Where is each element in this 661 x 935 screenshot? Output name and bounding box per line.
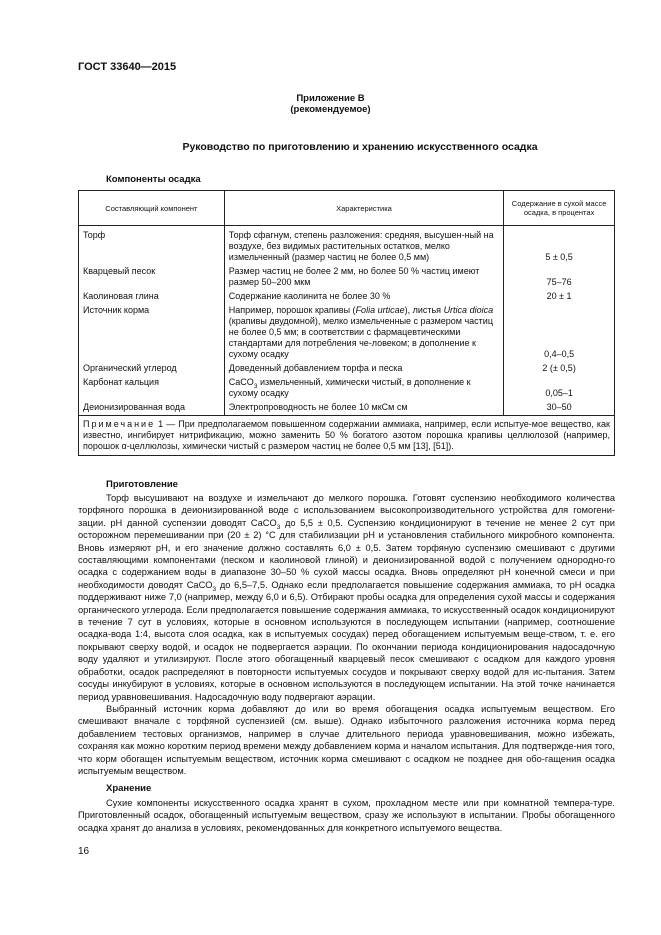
desc-part: ), листья — [404, 305, 444, 315]
text-run: до 5,5 ± 0,5. Суспензию кондиционируют в течение не менее 2 сут при осторожном перемешивании при (20 ± 2) °С для стабилизации pH и установления стабильного микробного компонента. Вновь измеряют pH, и его значение должно составлять 6,0 ± 0,5. Затем торфяную суспензию смешивают с другими составляющими компонентами (песком и каолиновой глиной) и деионизированной водой с получением однородно-го осадка с содержанием воды в диапазоне 30–50 % сухой массы осадка. Вновь определяют pH конечной смеси и при необходимости доводят CaCO — [78, 517, 615, 590]
subscript: 3 — [212, 585, 217, 593]
storage-heading: Хранение — [106, 783, 152, 794]
table-row — [79, 304, 615, 362]
desc-part: CaCO — [228, 377, 254, 387]
table-note — [79, 416, 615, 456]
paragraph: Сухие компоненты искусственного осадка хранят в сухом, прохладном месте или при комнатной темпера-туре. Приготовленный осадок, обогащенный испытуемым веществом, сразу же используют в испытании. Пробы обогащенного осадка хранят до анализа в условиях, рекомендованных для конкретного испытуемого вещества. — [78, 798, 615, 833]
component-value: 5 ± 0,5 — [504, 226, 615, 266]
subscript: 3 — [253, 382, 258, 390]
table-row — [79, 376, 615, 401]
table-row — [79, 362, 615, 376]
component-desc: Содержание каолинита не более 30 % — [224, 290, 503, 304]
column-header: Составляющий компонент — [79, 191, 225, 226]
component-name: Деионизированная вода — [79, 401, 225, 416]
component-value: 75–76 — [504, 265, 615, 290]
component-desc: Доведенный добавлением торфа и песка — [224, 362, 503, 376]
desc-part: (крапивы двудомной), мелко измельченные с размером частиц не более 0,5 мм; в соответствии с фармацевтическими стандартами для потребления че-ловеком; в дополнение к сухому осадку — [228, 316, 493, 359]
components-heading: Компоненты осадка — [106, 174, 201, 185]
subscript: 3 — [276, 523, 281, 531]
main-title: Руководство по приготовлению и хранению искусственного осадка — [182, 141, 538, 153]
components-table — [78, 190, 615, 456]
component-value: 30–50 — [504, 401, 615, 416]
storage-text — [78, 797, 615, 834]
page-number: 16 — [78, 846, 90, 857]
table-row — [79, 401, 615, 416]
component-name: Источник корма — [79, 304, 225, 362]
component-name: Каолиновая глина — [79, 290, 225, 304]
desc-part: Например, порошок крапивы ( — [228, 305, 356, 315]
preparation-text — [78, 492, 615, 777]
paragraph — [78, 492, 615, 703]
paragraph: Выбранный источник корма добавляют до или во время обогащения осадка испытуемым веществом. Его смешивают вначале с торфяной суспензией (см. выше). Однако избыточного разложения источника корма перед добавлением тестовых организмов, например в случае длительного периода уравновешивания, можно избежать, сохраняя как можно коротким период времени между добавлением корма и началом испытания. Для подтвержде-ния того, что корм обогащен испытуемым веществом, источник корма смешивают с осадком не позднее дня обо-гащения осадка испытуемым веществом. — [78, 703, 615, 776]
table-row — [79, 226, 615, 266]
component-desc — [224, 304, 503, 362]
component-value: 2 (± 0,5) — [504, 362, 615, 376]
table-row — [79, 290, 615, 304]
component-value: 0,05–1 — [504, 376, 615, 401]
component-name: Карбонат кальция — [79, 376, 225, 401]
text-run: Торф высушивают на воздухе и измельчают до мелкого порошка. Готовят суспензию необходимого количества торфяного порошка в деионизированной воде с использованием высокопроизводительного устройства для гомогени-зации. pH данной суспензии доводят CaCO — [78, 493, 615, 528]
component-name: Торф — [79, 226, 225, 266]
component-desc: Электропроводность не более 10 мкСм см — [224, 401, 503, 416]
component-desc: Размер частиц не более 2 мм, но более 50 % частиц имеют размер 50–200 мкм — [224, 265, 503, 290]
preparation-heading: Приготовление — [106, 479, 178, 490]
text-run: до 6,5–7,5. Однако если предполагается повышение содержания аммиака, то pH осадка поддерживают ниже 7,0 (например, между 6,0 и 6,5). Отбирают пробы осадка для определения сухой массы и содержания органического углерода. Если предполагается повышение содержания аммиака, то искусственный осадок кондиционируют в течение 7 сут в условиях, которые в основном используются в последующем испытании (например, соотношение осадка-вода 1:4, высота слоя осадка, как в испытуемых сосудах) перед обогащением испытуемым веще-ством, т. е. его покрывают сверху водой, и осадок не подвергается аэрации. По окончании периода кондиционирования надосадочную воду удаляют и утилизируют. После этого обогащенный кварцевый песок смешивают с осадком для каждого уровня обработки, осадок распределяют в повторности испытуемых сосудов и покрывают сверху водой для ис-пытания. Затем сосуды инкубируют в условиях, которые в основном используются в последующем испытании. На этой точке начинается период уравновешивания. Надосадочную воду подвергают аэрации. — [78, 579, 615, 702]
table-header-row — [79, 191, 615, 226]
desc-part: измельченный, химически чистый, в дополнение к сухому осадку — [228, 377, 471, 398]
component-name: Органический углерод — [79, 362, 225, 376]
component-value: 0,4–0,5 — [504, 304, 615, 362]
column-header: Характеристика — [224, 191, 503, 226]
table-note-row — [79, 416, 615, 456]
component-value: 20 ± 1 — [504, 290, 615, 304]
standard-number: ГОСТ 33640—2015 — [78, 61, 177, 73]
latin-name: Folia urticae — [355, 305, 405, 315]
note-text: 1 — При предполагаемом повышенном содержании аммиака, например, если испытуе-мое вещество, как известно, ингибирует нитрификацию, можно заменить 50 % богатого азотом порошка крапивы целлюлозой (например, порошок α-целлюлозы, химически чистый с размером частиц не более 0,5 мм [13], [51]). — [83, 419, 610, 451]
latin-name: Urtica dioica — [443, 305, 494, 315]
appendix-note: (рекомендуемое) — [290, 104, 371, 115]
component-name: Кварцевый песок — [79, 265, 225, 290]
component-desc: Торф сфагнум, степень разложения: средняя, высушен-ный на воздухе, без видимых растительных остатков, мелко измельченный (размер частиц не более 0,5 мм) — [224, 226, 503, 266]
component-desc — [224, 376, 503, 401]
table-row — [79, 265, 615, 290]
appendix-title: Приложение В — [296, 93, 365, 104]
note-label: Примечание — [83, 419, 156, 429]
column-header: Содержание в сухой массе осадка, в процентах — [504, 191, 615, 226]
